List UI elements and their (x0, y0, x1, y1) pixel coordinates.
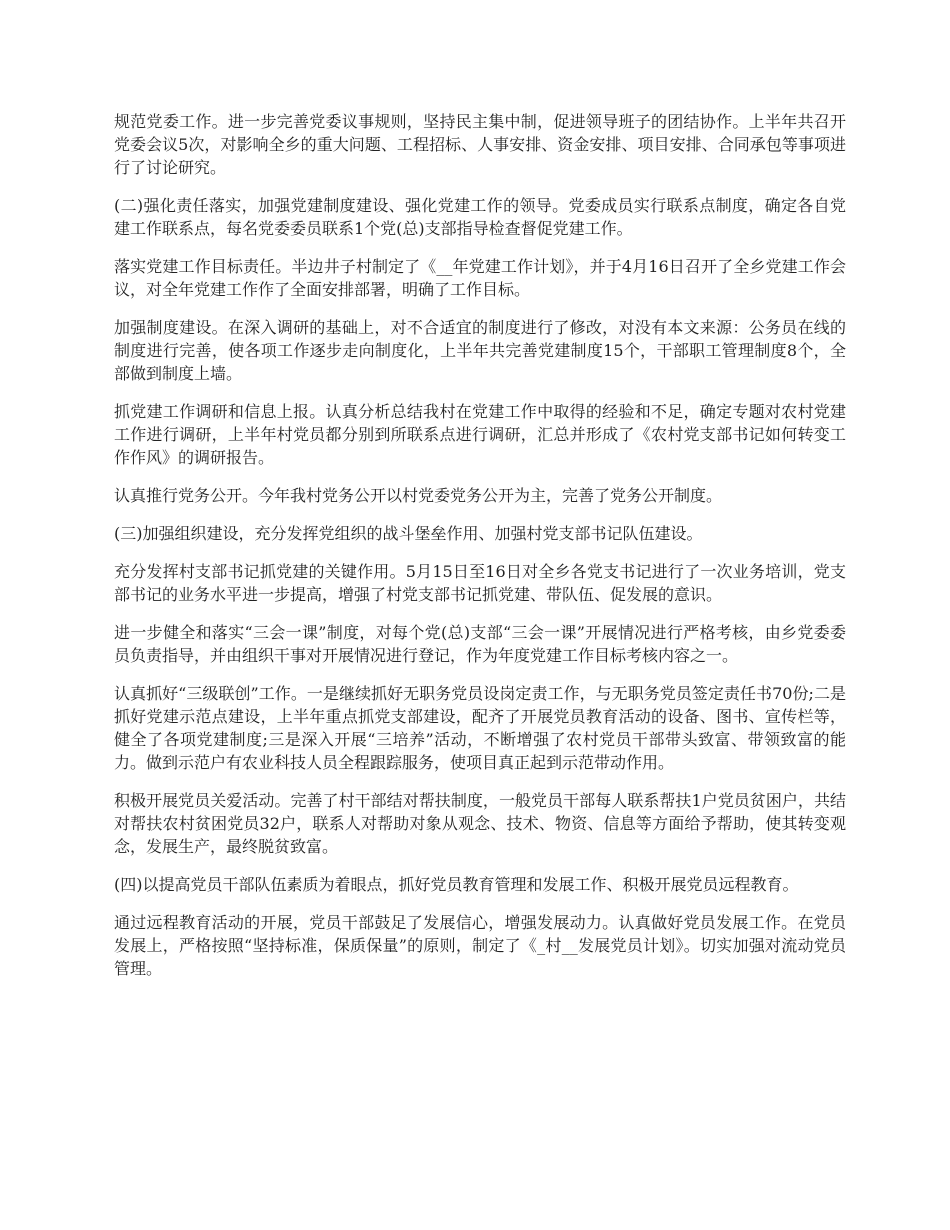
document-body (114, 110, 846, 995)
paragraph-party-committee-work: 规范党委工作。进一步完善党委议事规则，坚持民主集中制，促进领导班子的团结协作。上半年共召开党委会议5次，对影响全乡的重大问题、工程招标、人事安排、资金安排、项目安排、合同承包等事项进行了讨论研究。 (114, 112, 846, 177)
paragraph-section-four-heading: (四)以提高党员干部队伍素质为着眼点，抓好党员教育管理和发展工作、积极开展党员远程教育。 (114, 875, 799, 894)
paragraph-three-meetings-one-lesson: 进一步健全和落实“三会一课”制度，对每个党(总)支部“三会一课”开展情况进行严格考核，由乡党委委员负责指导，并由组织干事对开展情况进行登记，作为年度党建工作目标考核内容之一。 (114, 623, 846, 665)
paragraph-system-building: 加强制度建设。在深入调研的基础上，对不合适宜的制度进行了修改，对没有本文来源：公务员在线的制度进行完善，使各项工作逐步走向制度化，上半年共完善党建制度15个，干部职工管理制度8个，全部做到制度上墙。 (114, 318, 846, 383)
paragraph-research-reporting: 抓党建工作调研和信息上报。认真分析总结我村在党建工作中取得的经验和不足，确定专题对农村党建工作进行调研，上半年村党员都分别到所联系点进行调研，汇总并形成了《农村党支部书记如何转变工作作风》的调研报告。 (114, 402, 846, 467)
paragraph-party-affairs-openness: 认真推行党务公开。今年我村党务公开以村党委党务公开为主，完善了党务公开制度。 (114, 486, 723, 505)
paragraph-section-three-heading: (三)加强组织建设，充分发挥党组织的战斗堡垒作用、加强村党支部书记队伍建设。 (114, 524, 703, 543)
paragraph-remote-education: 通过远程教育活动的开展，党员干部鼓足了发展信心，增强发展动力。认真做好党员发展工作。在党员发展上，严格按照“坚持标准，保质保量”的原则，制定了《_村__发展党员计划》。切实加强对流动党员管理。 (114, 913, 846, 978)
paragraph-section-two-heading: (二)强化责任落实，加强党建制度建设、强化党建工作的领导。党委成员实行联系点制度，确定各自党建工作联系点，每名党委委员联系1个党(总)支部指导检查督促党建工作。 (114, 196, 846, 238)
paragraph-secretary-training: 充分发挥村支部书记抓党建的关键作用。5月15日至16日对全乡各党支书记进行了一次业务培训，党支部书记的业务水平进一步提高，增强了村党支部书记抓党建、带队伍、促发展的意识。 (114, 562, 846, 604)
paragraph-three-level-creation: 认真抓好“三级联创”工作。一是继续抓好无职务党员设岗定责工作，与无职务党员签定责任书70份;二是抓好党建示范点建设，上半年重点抓党支部建设，配齐了开展党员教育活动的设备、图书、宣传栏等，健全了各项党建制度;三是深入开展“三培养”活动，不断增强了农村党员干部带头致富、带领致富的能力。做到示范户有农业科技人员全程跟踪服务，使项目真正起到示范带动作用。 (114, 684, 846, 772)
paragraph-member-care: 积极开展党员关爱活动。完善了村干部结对帮扶制度，一般党员干部每人联系帮扶1户党员贫困户，共结对帮扶农村贫困党员32户，联系人对帮助对象从观念、技术、物资、信息等方面给予帮助，使其转变观念，发展生产，最终脱贫致富。 (114, 791, 846, 856)
paragraph-target-responsibility: 落实党建工作目标责任。半边井子村制定了《__年党建工作计划》，并于4月16日召开了全乡党建工作会议，对全年党建工作作了全面安排部署，明确了工作目标。 (114, 257, 846, 299)
